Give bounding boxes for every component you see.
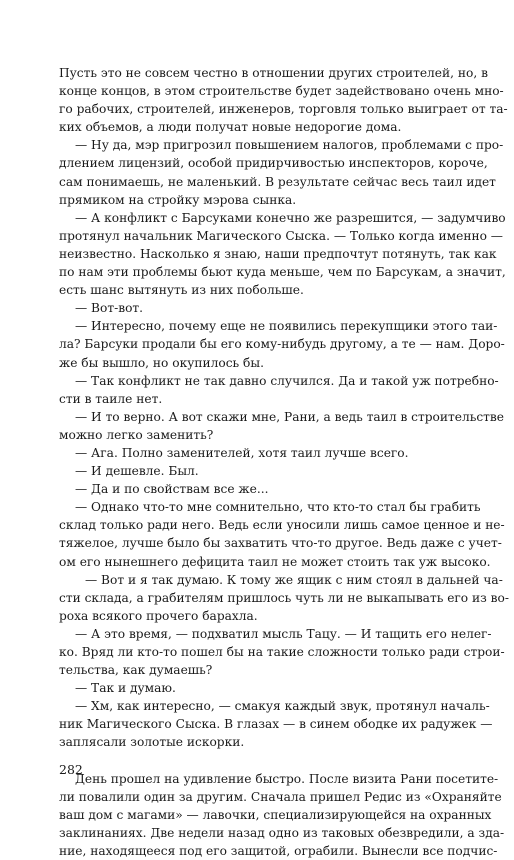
- text-line: — И то верно. А вот скажи мне, Рани, а ведь таил в строительстве: [75, 409, 504, 424]
- text-line: — Да и по свойствам все же...: [75, 482, 269, 497]
- text-line: ние, находящееся под его защитой, ограбили. Вынесли все подчис-: [59, 843, 498, 858]
- text-line: прямиком на стройку мэрова сынка.: [59, 192, 297, 207]
- text-line: протянул начальник Магического Сыска. — Только когда именно —: [59, 228, 503, 243]
- text-line: можно легко заменить?: [59, 427, 214, 442]
- text-line: — Так и думаю.: [75, 681, 176, 696]
- text-line: — А конфликт с Барсуками конечно же разрешится, — задумчиво: [75, 210, 506, 225]
- text-line: — Ага. Полно заменителей, хотя таил лучше всего.: [75, 445, 409, 460]
- text-line: — Так конфликт не так давно случился. Да и такой уж потребно-: [75, 373, 499, 388]
- text-line: есть шанс вытянуть из них побольше.: [59, 283, 304, 298]
- paragraph-gap: [59, 752, 469, 770]
- text-line: заплясали золотые искорки.: [59, 735, 245, 750]
- text-line: сам понимаешь, не маленький. В результате сейчас весь таил идет: [59, 174, 496, 189]
- text-line: роха всякого прочего барахла.: [59, 608, 258, 623]
- page-text: [59, 64, 509, 860]
- text-line: длением лицензий, особой придирчивостью инспекторов, короче,: [59, 156, 488, 171]
- text-line: ко. Вряд ли кто-то пошел бы на такие сложности только ради строи-: [59, 645, 505, 659]
- text-line: конце концов, в этом строительстве будет задействовано очень мно-: [59, 84, 504, 99]
- text-line: ник Магического Сыска. В глазах — в синем ободке их радужек —: [59, 717, 493, 732]
- text-line: — А это время, — подхватил мысль Тацу. — И тащить его нелег-: [75, 626, 492, 641]
- text-line: сти в таиле нет.: [59, 391, 163, 406]
- text-line: ом его нынешнего дефицита таил не может стоить так уж высоко.: [59, 554, 491, 569]
- text-line: — Однако что-то мне сомнительно, что кто-то стал бы грабить: [75, 500, 481, 515]
- text-line: ваш дом с магами» — лавочки, специализирующейся на охранных: [59, 807, 492, 822]
- text-line: Пусть это не совсем честно в отношении других строителей, но, в: [59, 66, 488, 80]
- text-line: — Хм, как интересно, — смакуя каждый звук, протянул началь-: [75, 699, 490, 714]
- text-line: по нам эти проблемы бьют куда меньше, чем по Барсукам, а значит,: [59, 265, 506, 280]
- text-line: неизвестно. Насколько я знаю, наши предпочтут потянуть, так как: [59, 246, 497, 261]
- text-line: — И дешевле. Был.: [75, 464, 199, 479]
- text-line: тельства, как думаешь?: [59, 663, 213, 678]
- text-line: ких объемов, а люди получат новые недорогие дома.: [59, 120, 402, 135]
- page-number: 282: [59, 762, 83, 777]
- text-line: ли повалили один за другим. Сначала пришел Редис из «Охраняйте: [59, 789, 502, 804]
- text-line: ла? Барсуки продали бы его кому-нибудь другому, а те — нам. Доро-: [59, 337, 505, 352]
- text-line: — Вот-вот.: [75, 301, 144, 316]
- text-line: День прошел на удивление быстро. После визита Рани посетите-: [75, 771, 499, 786]
- text-line: же бы вышло, но окупилось бы.: [59, 355, 264, 370]
- text-line: склад только ради него. Ведь если уносили лишь самое ценное и не-: [59, 518, 505, 533]
- text-line: — Ну да, мэр пригрозил повышением налогов, проблемами с про-: [75, 138, 504, 153]
- text-line: заклинаниях. Две недели назад одно из таковых обезвредили, а зда-: [59, 825, 505, 840]
- text-line: сти склада, а грабителям пришлось чуть ли не выкапывать его из во-: [59, 590, 509, 605]
- text-line: — Вот и я так думаю. К тому же ящик с ним стоял в дальней ча-: [85, 572, 503, 587]
- text-line: — Интересно, почему еще не появились перекупщики этого таи-: [75, 319, 498, 334]
- text-line: го рабочих, строителей, инженеров, торговля только выиграет от та-: [59, 102, 508, 117]
- text-line: тяжелое, лучше было бы захватить что-то другое. Ведь даже с учет-: [59, 536, 502, 551]
